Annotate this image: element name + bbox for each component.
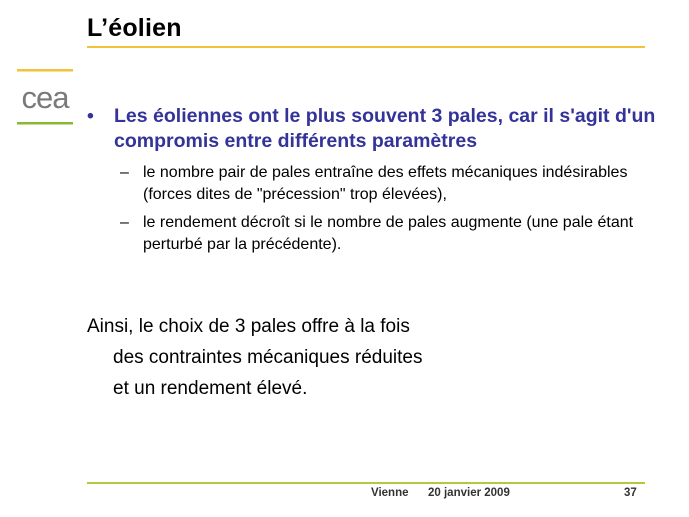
sub-bullet-text: le rendement décroît si le nombre de pales augmente (une pale étant perturbé par la précédente).	[143, 214, 634, 253]
conclusion-text	[87, 311, 422, 404]
sub-bullet-2	[120, 212, 660, 256]
logo-text: cea	[21, 80, 69, 115]
conclusion-line-2: des contraintes mécaniques réduites	[113, 347, 423, 368]
cea-logo	[16, 66, 76, 130]
footer-divider	[87, 482, 645, 484]
sub-bullet-1	[120, 162, 660, 206]
page-number: 37	[624, 487, 637, 499]
bullet-marker: •	[87, 105, 94, 127]
conclusion-line-3: et un rendement élevé.	[113, 378, 308, 399]
slide-title: L’éolien	[87, 14, 182, 42]
footer-date: 20 janvier 2009	[428, 487, 510, 499]
sub-bullet-text: le nombre pair de pales entraîne des effets mécaniques indésirables (forces dites de "précession" trop élevées),	[143, 164, 628, 203]
sub-bullet-marker: –	[120, 164, 129, 181]
main-bullet	[87, 104, 667, 154]
main-bullet-text: Les éoliennes ont le plus souvent 3 pales, car il s'agit d'un compromis entre différents paramètres	[114, 105, 656, 152]
sub-bullet-marker: –	[120, 214, 129, 231]
title-divider	[87, 46, 645, 48]
conclusion-line-1: Ainsi, le choix de 3 pales offre à la fois	[87, 316, 410, 337]
logo-top-bar	[17, 69, 73, 72]
footer-place: Vienne	[371, 487, 409, 499]
logo-bottom-bar	[17, 122, 73, 125]
